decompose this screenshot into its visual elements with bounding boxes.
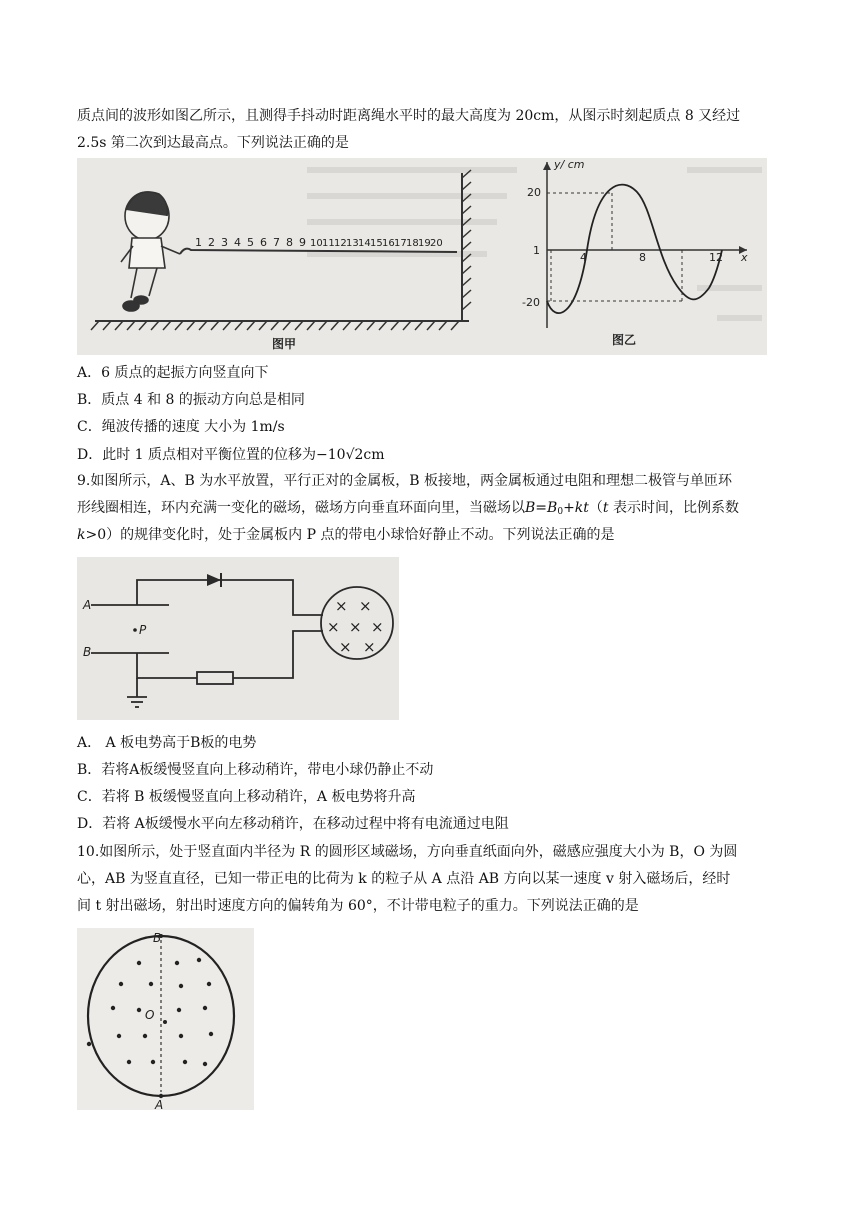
x-axis-label: x xyxy=(741,251,748,264)
field-mark: × xyxy=(339,638,352,656)
field-mark: × xyxy=(327,618,340,636)
rope-label: 4 xyxy=(234,236,241,249)
left-caption: 图甲 xyxy=(272,337,297,351)
q10-line-3: 间 t 射出磁场，射出时速度方向的偏转角为 60°，不计带电粒子的重力。下列说法正确的是 xyxy=(77,898,639,914)
rope-label: 8 xyxy=(286,236,293,249)
formula-b: B xyxy=(525,500,536,516)
rope-label: 7 xyxy=(273,236,280,249)
rope-label: 1 xyxy=(195,236,202,249)
field-mark: × xyxy=(335,597,348,615)
q9-option-b: B．若将A板缓慢竖直向上移动稍许，带电小球仍静止不动 xyxy=(77,762,434,778)
rope-label: 19 xyxy=(418,238,431,249)
q10-figure xyxy=(77,928,254,1110)
q9-line-1: 9.如图所示，A、B 为水平放置，平行正对的金属板，B 板接地，两金属板通过电阻和理想二极管与单匝环 xyxy=(77,473,732,489)
y-tick-20: 20 xyxy=(527,186,541,199)
q9-figure xyxy=(77,557,399,720)
rope-label: 2 xyxy=(208,236,215,249)
rope-label: 14 xyxy=(358,238,371,249)
origin-label: 1 xyxy=(533,244,540,257)
right-caption: 图乙 xyxy=(612,333,637,347)
field-mark: × xyxy=(359,597,372,615)
q8-option-c: C．绳波传播的速度 大小为 1m/s xyxy=(77,419,285,435)
q9-line-3-k: k xyxy=(77,527,86,543)
label-b: B xyxy=(153,931,162,945)
q9-line-2 xyxy=(77,498,739,522)
diode-icon xyxy=(207,574,221,586)
q9-line-2-tail-2: 表示时间，比例系数 xyxy=(608,500,739,516)
formula-kt: kt xyxy=(574,500,589,516)
q9-option-a: A． A 板电势高于B板的电势 xyxy=(77,735,257,751)
label-b: B xyxy=(83,645,92,659)
rope-label: 18 xyxy=(406,238,419,249)
formula-b0: B xyxy=(547,500,558,516)
rope-label: 20 xyxy=(430,238,443,249)
x-tick-4: 4 xyxy=(580,251,587,264)
q8-figure xyxy=(77,158,767,355)
q10-line-2: 心，AB 为竖直直径，已知一带正电的比荷为 k 的粒子从 A 点沿 AB 方向以某一速度 v 射入磁场后，经时 xyxy=(77,871,731,887)
rope-label: 3 xyxy=(221,236,228,249)
rope-label: 12 xyxy=(334,238,347,249)
rope-label: 6 xyxy=(260,236,267,249)
label-p: P xyxy=(139,623,147,637)
rope-label: 17 xyxy=(394,238,407,249)
child-illustration xyxy=(121,192,180,311)
y-tick-neg20: -20 xyxy=(522,296,540,309)
rope-label: 5 xyxy=(247,236,254,249)
x-tick-8: 8 xyxy=(639,251,646,264)
q9-line-2-t: t xyxy=(602,500,609,516)
x-tick-12: 12 xyxy=(709,251,723,264)
formula-eq: = xyxy=(535,500,548,516)
q9-line-3-text: >0）的规律变化时，处于金属板内 P 点的带电小球恰好静止不动。下列说法正确的是 xyxy=(85,527,615,543)
rope-label: 15 xyxy=(370,238,383,249)
q10-line-1: 10.如图所示，处于竖直面内半径为 R 的圆形区域磁场，方向垂直纸面向外，磁感应强度大小为 B，O 为圆 xyxy=(77,844,738,860)
q8-option-b: B．质点 4 和 8 的振动方向总是相同 xyxy=(77,392,305,408)
q9-line-3 xyxy=(77,525,614,545)
magnetic-field-marks xyxy=(327,597,384,656)
q9-line-2-text: 形线圈相连，环内充满一变化的磁场，磁场方向垂直环面向里，当磁场以 xyxy=(77,500,525,516)
formula-plus: + xyxy=(563,500,575,516)
q9-option-c: C．若将 B 板缓慢竖直向上移动稍许，A 板电势将升高 xyxy=(77,789,416,805)
q8-option-a: A．6 质点的起振方向竖直向下 xyxy=(77,365,269,381)
rope-label: 16 xyxy=(382,238,395,249)
rope-label: 9 xyxy=(299,236,306,249)
rope-label: 11 xyxy=(322,238,335,249)
label-o: O xyxy=(145,1008,155,1022)
field-mark: × xyxy=(371,618,384,636)
field-mark: × xyxy=(349,618,362,636)
q8-option-d: D．此时 1 质点相对平衡位置的位移为−10√2cm xyxy=(77,447,385,463)
q9-option-d: D．若将 A板缓慢水平向左移动稍许，在移动过程中将有电流通过电阻 xyxy=(77,816,509,832)
q8-line-1: 质点间的波形如图乙所示，且测得手抖动时距离绳水平时的最大高度为 20cm，从图示时刻起质点 8 又经过 xyxy=(77,108,741,124)
sine-curve xyxy=(547,185,722,314)
rope-label: 10 xyxy=(310,238,323,249)
field-mark: × xyxy=(363,638,376,656)
formula-sub: 0 xyxy=(557,507,564,517)
label-a: A xyxy=(155,1098,164,1110)
rope-label: 13 xyxy=(346,238,359,249)
label-a: A xyxy=(83,598,92,612)
wave-graph xyxy=(522,158,748,328)
y-axis-label: y/ cm xyxy=(554,158,585,171)
q9-line-2-tail-1: （ xyxy=(588,500,603,516)
q8-line-2: 2.5s 第二次到达最高点。下列说法正确的是 xyxy=(77,135,349,151)
